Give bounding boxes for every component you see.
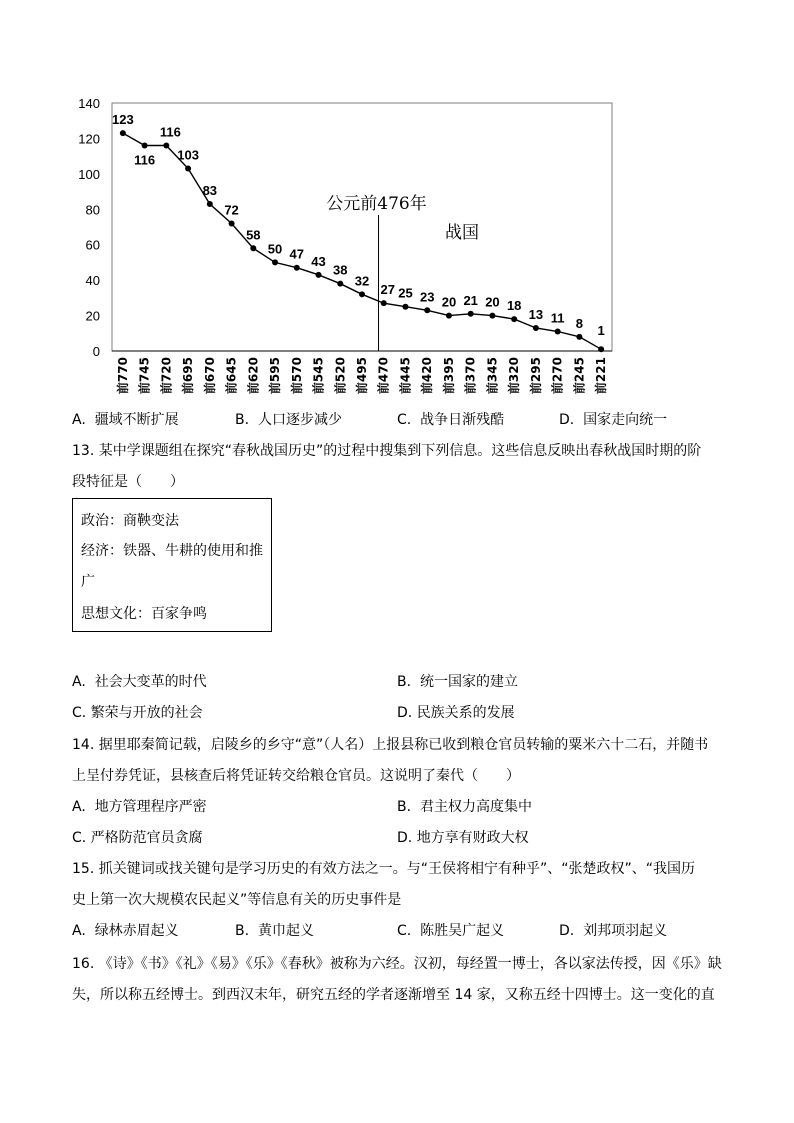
data-label: 72	[224, 202, 239, 218]
data-point	[576, 334, 582, 340]
q13-stem-line1: 13. 某中学课题组在探究“春秋战国历史”的过程中搜集到下列信息。这些信息反映出春秋战国时期的阶	[72, 443, 702, 459]
data-point	[424, 307, 430, 313]
data-label: 58	[246, 227, 261, 243]
data-point	[207, 201, 213, 207]
q16-stem-line1: 16. 《诗》《书》《礼》《易》《乐》《春秋》被称为六经。汉初，每经置一博士，各以家法传授，因《乐》缺	[72, 956, 722, 972]
q13-box-culture: 思想文化：百家争鸣	[81, 606, 207, 622]
x-tick-label: 前770	[115, 357, 130, 395]
y-tick-label: 140	[78, 96, 100, 111]
x-tick-label: 前370	[463, 357, 478, 395]
chart-y-ticks	[78, 96, 100, 359]
x-tick-label: 前395	[441, 357, 456, 395]
data-label: 116	[159, 124, 181, 140]
data-label: 43	[311, 253, 326, 269]
x-tick-label: 前545	[311, 357, 326, 395]
data-label: 20	[441, 294, 457, 310]
data-point	[272, 259, 278, 265]
y-tick-label: 120	[78, 131, 100, 147]
x-tick-label: 前495	[355, 357, 369, 395]
data-point	[381, 300, 387, 306]
x-tick-label: 前470	[376, 357, 391, 395]
data-label: 11	[550, 310, 565, 326]
data-point	[120, 130, 126, 136]
data-point	[185, 166, 191, 172]
q13-option-a: A. 社会大变革的时代	[72, 674, 207, 690]
x-tick-label: 前645	[224, 357, 239, 395]
data-label: 103	[177, 147, 199, 163]
q13-option-d: D. 民族关系的发展	[397, 705, 515, 721]
data-label: 23	[419, 289, 435, 305]
annotation-divider-year: 公元前476年	[326, 194, 427, 214]
data-label: 1	[597, 323, 605, 339]
q13-box-economy: 经济：铁器、牛耕的使用和推	[81, 543, 263, 559]
q13-box-economy-cont: 广	[81, 574, 95, 590]
data-label: 32	[354, 273, 370, 289]
population-line-chart	[60, 92, 630, 397]
data-point	[337, 281, 343, 287]
annotation-warring-states: 战国	[445, 223, 479, 243]
x-tick-label: 前570	[289, 357, 304, 395]
data-point	[316, 272, 322, 278]
x-tick-label: 前595	[268, 357, 283, 395]
data-point	[511, 316, 517, 322]
q14-option-c: C. 严格防范官员贪腐	[72, 830, 203, 846]
y-tick-label: 60	[85, 237, 100, 253]
data-label: 50	[267, 241, 283, 257]
data-label: 21	[463, 292, 478, 308]
q14-option-b: B. 君主权力高度集中	[397, 799, 532, 815]
data-point	[402, 304, 408, 310]
y-tick-label: 40	[85, 273, 100, 289]
q15-stem-line2: 史上第一次大规模农民起义”等信息有关的历史事件是	[72, 892, 402, 908]
q12-option-c: C. 战争日渐残酷	[397, 412, 505, 428]
q14-stem-line1: 14. 据里耶秦简记载，启陵乡的乡守“意”（人名）上报县称已收到粮仓官员转输的粟米六十二石，并随书	[72, 737, 709, 753]
q15-option-b: B. 黄巾起义	[235, 923, 314, 939]
data-point	[533, 325, 539, 331]
x-tick-label: 前345	[485, 357, 500, 395]
chart-annotations	[326, 193, 479, 351]
y-tick-label: 0	[92, 344, 100, 359]
q12-option-b: B. 人口逐步减少	[235, 412, 342, 428]
data-label: 20	[485, 294, 500, 310]
chart-data-labels	[112, 112, 605, 338]
y-tick-label: 20	[85, 308, 100, 324]
x-tick-label: 前295	[528, 357, 543, 395]
data-point	[359, 291, 365, 297]
q15-stem-line1: 15. 抓关键词或找关键句是学习历史的有效方法之一。与“王侯将相宁有种乎”、“张楚政权”、“我国历	[72, 861, 695, 877]
data-label: 18	[506, 298, 522, 314]
x-tick-label: 前720	[159, 357, 174, 395]
x-tick-label: 前245	[572, 357, 587, 395]
data-point	[294, 265, 300, 271]
q14-option-a: A. 地方管理程序严密	[72, 799, 207, 815]
y-tick-label: 80	[85, 202, 100, 218]
q15-option-a: A. 绿林赤眉起义	[72, 923, 179, 939]
data-point	[468, 311, 474, 317]
data-point	[598, 346, 604, 352]
data-point	[489, 313, 495, 319]
x-tick-label: 前320	[507, 357, 522, 395]
data-point	[446, 313, 452, 319]
q12-option-d: D. 国家走向统一	[559, 412, 668, 428]
x-tick-label: 前695	[181, 357, 196, 395]
data-point	[229, 220, 235, 226]
x-tick-label: 前520	[333, 357, 348, 395]
data-point	[163, 143, 169, 149]
q13-stem-line2: 段特征是（ ）	[72, 474, 184, 490]
data-label: 8	[575, 315, 584, 331]
q13-option-c: C. 繁荣与开放的社会	[72, 705, 203, 721]
data-label: 13	[528, 306, 544, 322]
data-label: 38	[333, 262, 348, 278]
x-tick-label: 前420	[420, 357, 435, 395]
q15-option-c: C. 陈胜吴广起义	[397, 923, 505, 939]
q15-option-d: D. 刘邦项羽起义	[559, 923, 668, 939]
q16-stem-line2: 失，所以称五经博士。到西汉末年，研究五经的学者逐渐增至 14 家，又称五经十四博士。这一变化的直	[72, 987, 715, 1003]
q14-option-d: D. 地方享有财政大权	[397, 830, 529, 846]
x-tick-label: 前270	[550, 357, 565, 395]
x-tick-label: 前445	[398, 357, 413, 395]
data-point	[142, 143, 148, 149]
q12-option-a: A. 疆域不断扩展	[72, 412, 179, 428]
data-label: 25	[398, 285, 413, 301]
x-tick-label: 前221	[594, 357, 609, 395]
x-tick-label: 前670	[202, 357, 217, 395]
data-point	[555, 329, 561, 335]
data-label: 83	[202, 182, 218, 198]
q13-box-politics: 政治：商鞅变法	[81, 513, 179, 529]
data-label: 27	[380, 282, 395, 298]
data-label: 123	[112, 112, 134, 128]
q14-stem-line2: 上呈付券凭证，县核查后将凭证转交给粮仓官员。这说明了秦代（ ）	[72, 768, 520, 784]
data-label: 116	[134, 152, 156, 168]
x-tick-label: 前620	[246, 357, 261, 395]
data-point	[250, 245, 256, 251]
q13-option-b: B. 统一国家的建立	[397, 674, 518, 690]
x-tick-label: 前745	[137, 357, 152, 395]
q13-info-box	[72, 498, 272, 632]
y-tick-label: 100	[78, 166, 100, 182]
data-label: 47	[289, 246, 305, 262]
chart-x-ticks	[115, 357, 608, 394]
